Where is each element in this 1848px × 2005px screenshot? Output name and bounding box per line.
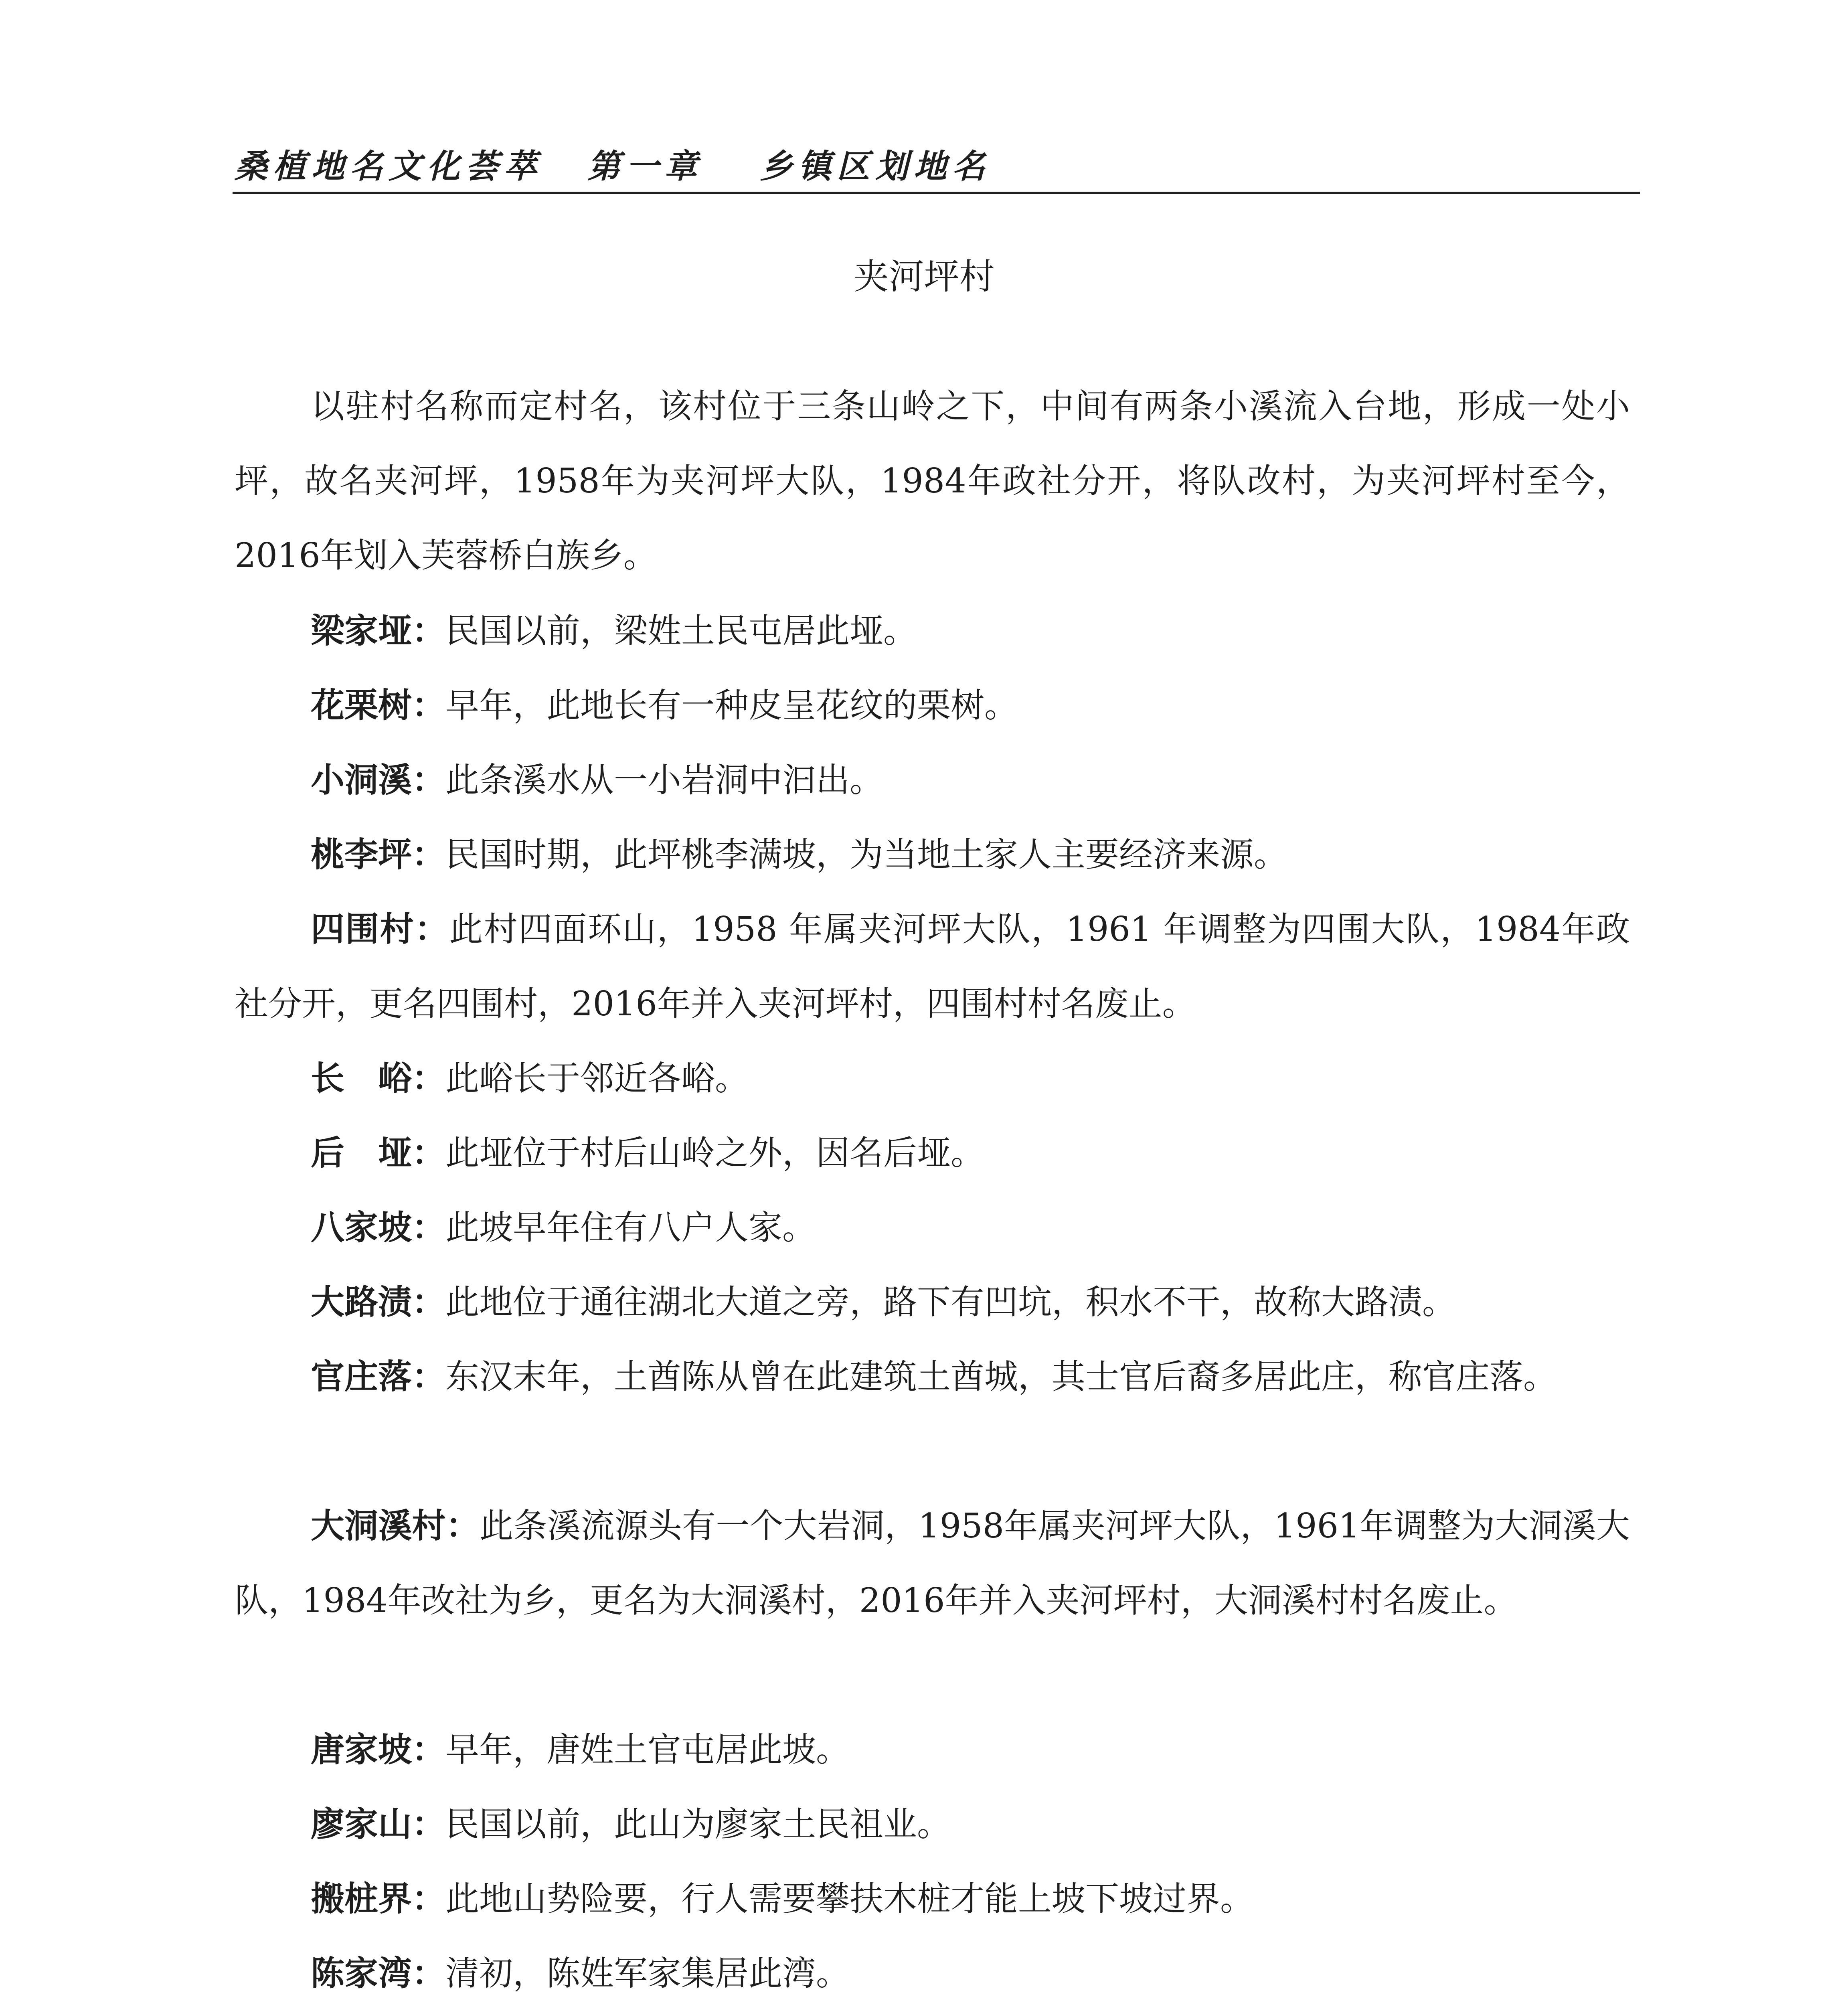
entry-chenjiawan [235,1936,1630,2005]
entry-text: 此条溪流源头有一个大岩洞，1958年属夹河坪大队，1961年调整为大洞溪大队，1984年改社为乡，更名为大洞溪村，2016年并入夹河坪村，大洞溪村村名废止。 [235,1506,1630,1620]
entry-guanzhuangluo [235,1339,1630,1414]
running-header [235,132,1630,184]
entry-name: 搬桩界： [311,1879,446,1918]
entry-siweicun [235,892,1630,1041]
entry-name: 桃李坪： [311,835,446,874]
entry-name: 后 垭： [311,1133,446,1173]
entry-text: 此条溪水从一小岩洞中汩出。 [445,760,884,800]
header-chapter: 第一章 [587,148,703,186]
entry-houya [235,1116,1630,1190]
entry-name: 八家坡： [311,1208,446,1247]
entry-name: 花栗树： [311,686,446,725]
entry-text: 此地山势险要，行人需要攀扶木桩才能上坡下坡过界。 [445,1879,1254,1918]
header-section: 乡镇区划地名 [760,148,991,186]
entry-taoliping [235,817,1630,892]
entry-changyu [235,1041,1630,1116]
entry-dadongxicun [235,1489,1630,1638]
intro-paragraph: 以驻村名称而定村名，该村位于三条山岭之下，中间有两条小溪流入台地，形成一处小坪，故名夹河坪，1958年为夹河坪大队，1984年政社分开，将队改村，为夹河坪村至今，2016年划入芙蓉桥白族乡。 [235,387,1630,575]
entry-name: 四围村： [311,909,449,949]
entry-name: 廖家山： [311,1804,446,1844]
section-title: 夹河坪村 [853,256,995,297]
entry-text: 东汉末年，土酋陈从曾在此建筑土酋城，其士官后裔多居此庄，称官庄落。 [445,1357,1557,1396]
entry-bajiapo [235,1190,1630,1265]
entry-xiaodongxi [235,743,1630,817]
entry-name: 大路渍： [311,1282,446,1322]
entry-liaojiashan [235,1787,1630,1861]
header-book-title: 桑植地名文化荟萃 [235,148,542,186]
entry-name: 梁家垭： [311,611,446,650]
entry-text: 清初，陈姓军家集居此湾。 [445,1954,850,1993]
entry-text: 早年，此地长有一种皮呈花纹的栗树。 [445,686,1018,725]
entry-name: 小洞溪： [311,760,446,800]
entry-name: 官庄落： [311,1357,446,1396]
entry-text: 此村四面环山，1958 年属夹河坪大队，1961 年调整为四围大队，1984年政社分开，更名四围村，2016年并入夹河坪村，四围村村名废止。 [235,909,1630,1023]
entry-text: 此垭位于村后山岭之外，因名后垭。 [445,1133,985,1173]
entry-name: 陈家湾： [311,1954,446,1993]
header-rule [233,192,1640,194]
entry-tangjiapo [235,1712,1630,1787]
entry-name: 长 峪： [311,1059,446,1098]
entry-text: 此地位于通往湖北大道之旁，路下有凹坑，积水不干，故称大路渍。 [445,1282,1456,1322]
entry-text: 民国时期，此坪桃李满坡，为当地土家人主要经济来源。 [445,835,1288,874]
entry-daluzi [235,1265,1630,1339]
entry-hualishu [235,668,1630,743]
entry-text: 民国以前，此山为廖家土民祖业。 [445,1804,951,1844]
entry-name: 大洞溪村： [311,1506,480,1545]
entry-text: 早年，唐姓土官屯居此坡。 [445,1730,850,1769]
entry-liangjiaya [235,593,1630,668]
entry-banzhuangjie [235,1861,1630,1936]
entry-name: 唐家坡： [311,1730,446,1769]
entry-text: 民国以前，梁姓土民屯居此垭。 [445,611,917,650]
entry-text: 此峪长于邻近各峪。 [445,1059,749,1098]
entry-text: 此坡早年住有八户人家。 [445,1208,816,1247]
